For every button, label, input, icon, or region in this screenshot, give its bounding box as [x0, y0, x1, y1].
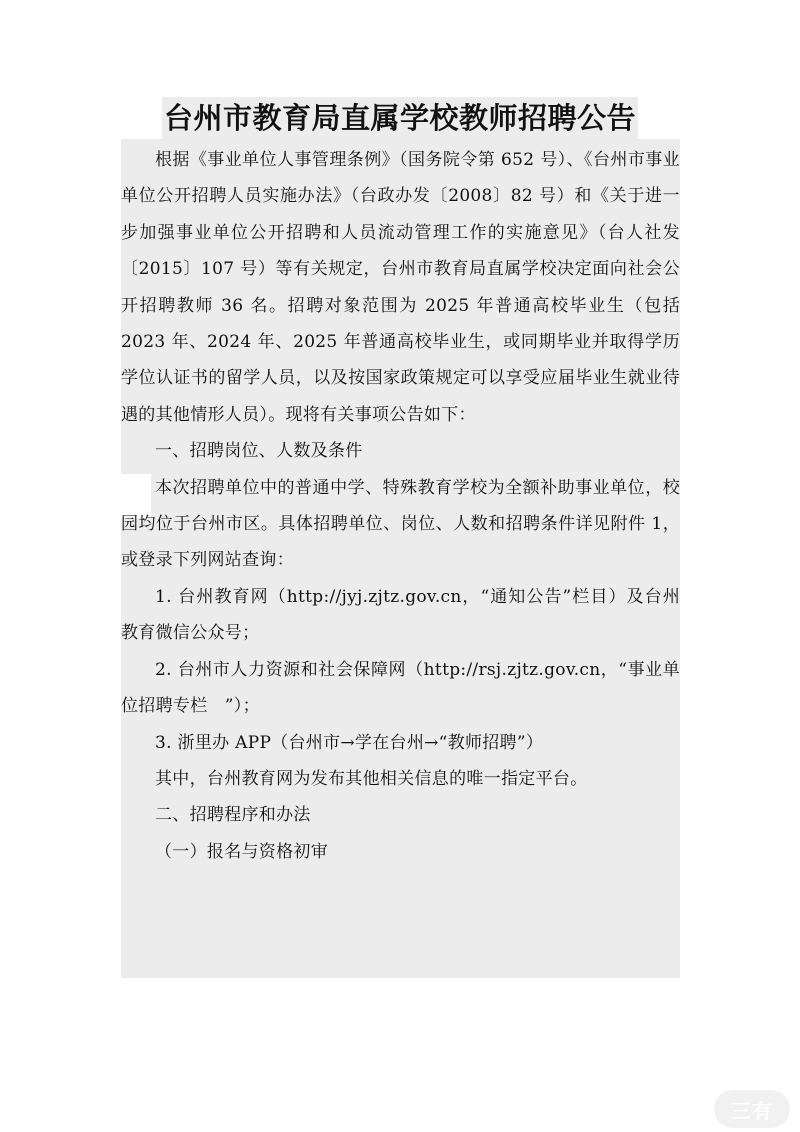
paragraph-platform: 其中，台州教育网为发布其他相关信息的唯一指定平台。	[155, 768, 588, 789]
section-heading-2: 二、招聘程序和办法	[155, 805, 311, 826]
list-item-website-3: 3. 浙里办 APP（台州市→学在台州→“教师招聘”）	[155, 732, 544, 753]
watermark-logo-text: 三有	[731, 1098, 773, 1123]
list-item-website-2: 2. 台州市人力资源和社会保障网（http://rsj.zjtz.gov.cn，“事业单位招聘专栏 ”）；	[121, 659, 680, 717]
document-title: 台州市教育局直属学校教师招聘公告	[163, 101, 636, 135]
list-item-website-1: 1. 台州教育网（http://jyj.zjtz.gov.cn，“通知公告”栏目）及台州教育微信公众号；	[121, 586, 680, 644]
intro-paragraph: 根据《事业单位人事管理条例》（国务院令第 652 号）、《台州市事业单位公开招聘人员实施办法》（台政办发〔2008〕82 号）和《关于进一步加强事业单位公开招聘和人员流动管理工作的实施意见》（台人社发〔2015〕107 号）等有关规定，台州市教育局直属学校决定面向社会公开招聘教师 36 名。招聘对象范围为 2025 年普通高校毕业生（包括 2023 年、2024 年、2025 年普通高校毕业生，或同期毕业并取得学历学位认证书的留学人员，以及按国家政策规定可以享受应届毕业生就业待遇的其他情形人员）。现将有关事项公告如下：	[121, 150, 680, 425]
subsection-heading-1: （一）报名与资格初审	[155, 841, 328, 862]
document-body	[121, 142, 680, 870]
watermark-logo	[714, 1090, 790, 1128]
section-heading-1: 一、招聘岗位、人数及条件	[155, 441, 363, 462]
paragraph-units: 本次招聘单位中的普通中学、特殊教育学校为全额补助事业单位，校园均位于台州市区。具体招聘单位、岗位、人数和招聘条件详见附件 1，或登录下列网站查询：	[121, 477, 680, 571]
